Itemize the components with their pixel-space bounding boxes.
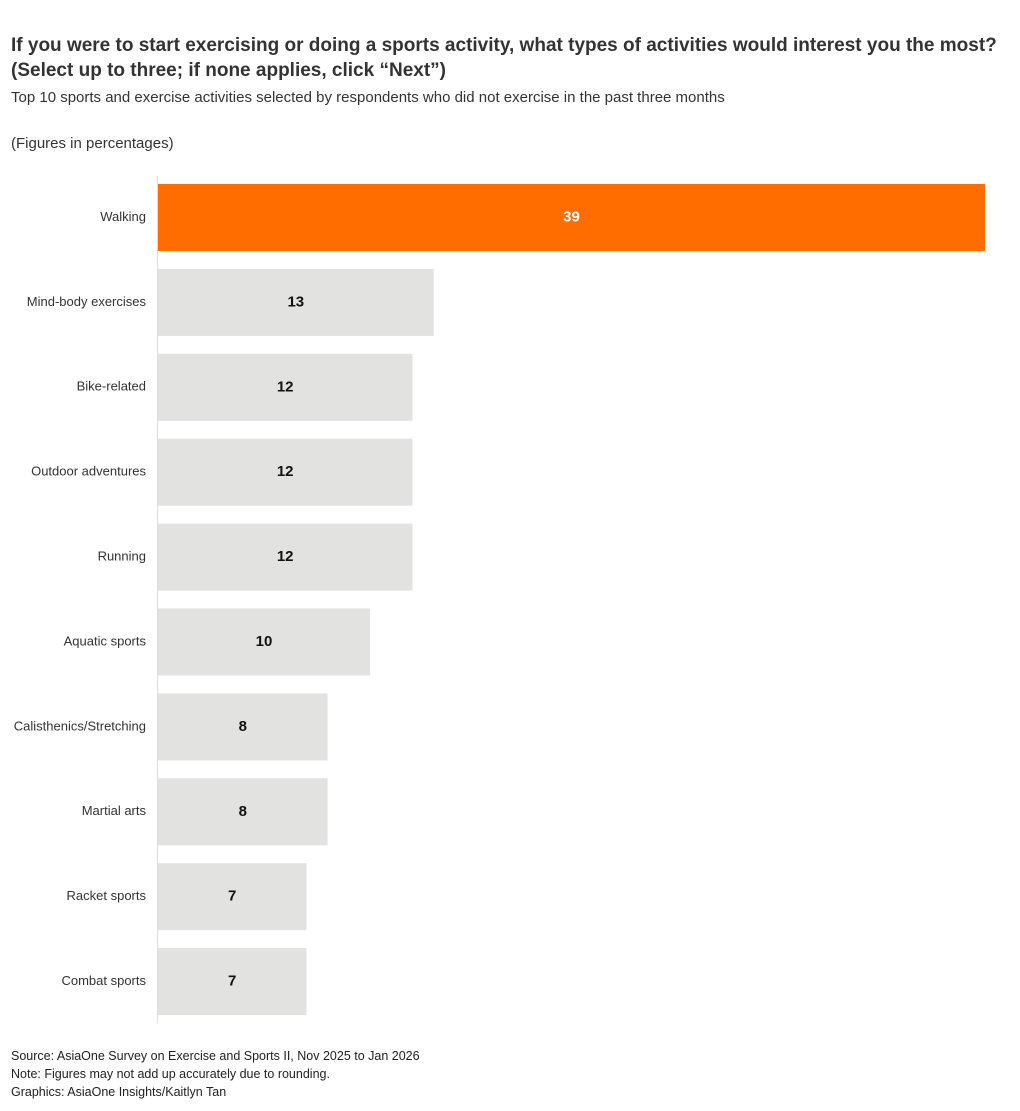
category-label: Aquatic sports [63,633,146,649]
category-label: Martial arts [81,803,146,819]
units-note: (Figures in percentages) [11,135,174,152]
category-label: Combat sports [61,973,146,989]
chart-footer [11,1047,911,1101]
value-label: 8 [238,717,247,735]
chart-title: If you were to start exercising or doing a sports activity, what types of activities would interest you the most? (Select up to three; if none applies, click “Next”) [11,35,997,81]
value-label: 8 [238,802,247,820]
source-note: Source: AsiaOne Survey on Exercise and Sports II, Nov 2025 to Jan 2026 [11,1049,420,1063]
category-label: Calisthenics/Stretching [13,718,146,734]
category-label: Outdoor adventures [31,463,146,479]
category-label: Running [97,548,146,564]
value-label: 7 [228,972,237,990]
value-label: 39 [563,208,580,226]
category-label: Bike-related [76,378,146,394]
rounding-note: Note: Figures may not add up accurately due to rounding. [11,1067,330,1081]
value-label: 10 [255,632,273,650]
value-label: 12 [276,463,294,481]
value-label: 13 [287,293,305,311]
category-label: Racket sports [66,888,146,904]
value-label: 12 [276,548,294,566]
value-label: 12 [276,378,294,396]
graphics-credit: Graphics: AsiaOne Insights/Kaitlyn Tan [11,1085,227,1099]
category-label: Mind-body exercises [26,293,146,309]
category-label: Walking [100,208,146,224]
chart-subtitle: Top 10 sports and exercise activities selected by respondents who did not exercise in the past three months [11,89,725,106]
value-label: 7 [228,887,237,905]
